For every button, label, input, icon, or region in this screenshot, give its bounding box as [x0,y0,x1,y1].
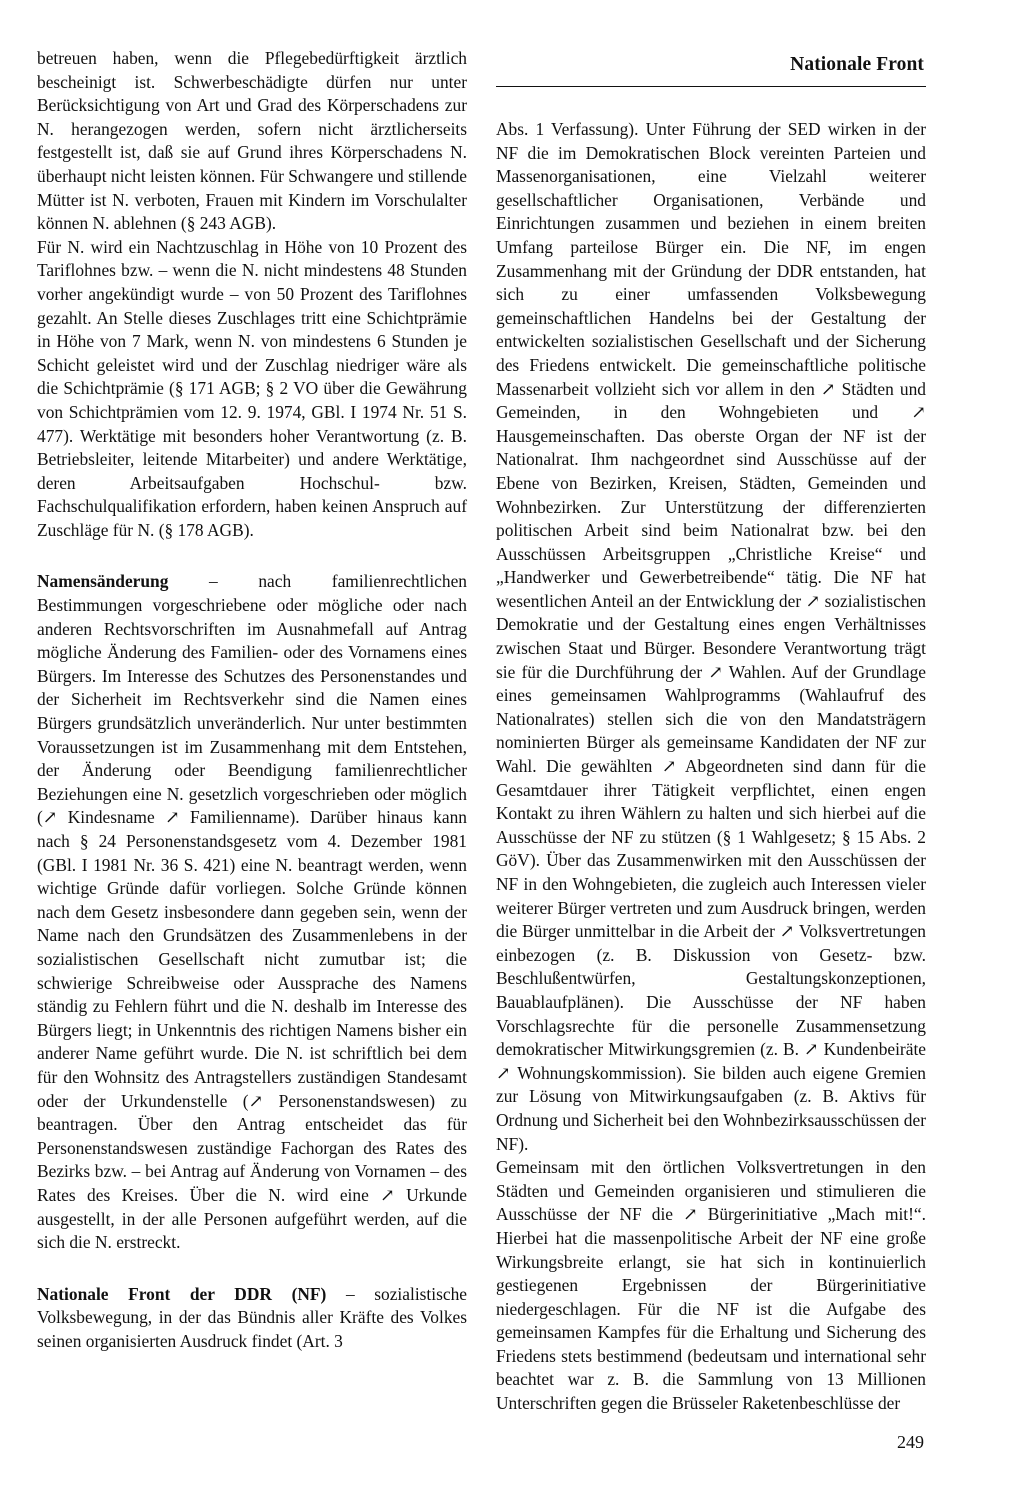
entry-spacer [37,542,467,570]
entry-term: Nationale Front der DDR (NF) [37,1283,327,1304]
header-rule [496,86,926,87]
right-column [496,118,926,1416]
paragraph-text: betreuen haben, wenn die Pflegebedürftigkeit ärztlich bescheinigt ist. Schwerbeschädigte dürfen nur unter Berücksichtigung von Art und Grad des Körperschadens zur N. herangezogen werden, sofern nicht ärztlicherseits festgestellt ist, daß sie auf Grund ihres Körperschadens N. überhaupt nicht leisten können. Für Schwangere und stillende Mütter ist N. verboten, Frauen mit Kindern im Vorschulalter können N. ablehnen (§ 243 AGB). [37,48,467,234]
paragraph-text: Gemeinsam mit den örtlichen Volksvertretungen in den Städten und Gemeinden organisieren und stimulieren die Ausschüsse der NF die ↗ Bürgerinitiative „Mach mit!“. Hierbei hat die massenpolitische Arbeit der NF eine große Wirkungsbreite erlangt, sie hat sich in kontinuierlich gestiegenen Ergebnissen der Bürgerinitiative niedergeschlagen. Für die NF ist die Aufgabe des gemeinsamen Kampfes für die Erhaltung und Sicherung des Friedens stets bestimmend (bedeutsam und international sehr beachtet war z. B. die Sammlung von 13 Millionen Unterschriften gegen die Brüsseler Raketenbeschlüsse der [496,1157,926,1414]
paragraph-text: Abs. 1 Verfassung). Unter Führung der SED wirken in der NF die im Demokratischen Block vereinten Parteien und Massenorganisationen, eine Vielzahl weiterer gesellschaftlicher Organisationen, Verbände und Einrichtungen zusammen und beziehen in einem breiten Umfang parteilose Bürger ein. Die NF, im engen Zusammenhang mit der Gründung der DDR entstanden, hat sich zu einer umfassenden Volksbewegung gemeinschaftlichen Handelns bei der Gestaltung der entwickelten sozialistischen Gesellschaft und der Sicherung des Friedens entwickelt. Die gemeinschaftliche politische Massenarbeit vollzieht sich vor allem in den ↗ Städten und Gemeinden, in den Wohngebieten und ↗ Hausgemeinschaften. Das oberste Organ der NF ist der Nationalrat. Ihm nachgeordnet sind Ausschüsse auf der Ebene von Bezirken, Kreisen, Städten, Gemeinden und Wohnbezirken. Zur Unterstützung der differenzierten politischen Arbeit sind beim Nationalrat bzw. bei den Ausschüssen Arbeitsgruppen „Christliche Kreise“ und „Handwerker und Gewerbetreibende“ tätig. Die NF hat wesentlichen Anteil an der Entwicklung der ↗ sozialistischen Demokratie und der Gestaltung eines engen Verhältnisses zwischen Staat und Bürger. Besondere Verantwortung trägt sie für die Durchführung der ↗ Wahlen. Auf der Grundlage eines gemeinsamen Wahlprogramms (Wahlaufruf des Nationalrates) stellen sich die von den Mandatsträgern nominierten Bürger als gemeinsame Kandidaten der NF zur Wahl. Die gewählten ↗ Abgeordneten sind dann für die Gesamtdauer ihrer Tätigkeit verpflichtet, einen engen Kontakt zu ihren Wählern zu halten und sich hierbei auf die Ausschüsse der NF zu stützen (§ 1 Wahlgesetz; § 15 Abs. 2 GöV). Über das Zusammenwirken mit den Ausschüssen der NF in den Wohngebieten, die zugleich auch Interessen vieler weiterer Bürger vertreten und zum Ausdruck bringen, werden die Bürger unmittelbar in die Arbeit der ↗ Volksvertretungen einbezogen (z. B. Diskussion von Gesetz- bzw. Beschlußentwürfen, Gestaltungskonzeptionen, Bauablaufplänen). Die Ausschüsse der NF haben Vorschlagsrechte für die personelle Zusammensetzung demokratischer Mitwirkungsgremien (z. B. ↗ Kundenbeiräte ↗ Wohnungskommission). Sie bilden auch eigene Gremien zur Lösung von Mitwirkungsaufgaben (z. B. Aktivs für Ordnung und Sicherheit bei den Wohnbezirksausschüssen der NF). [496,119,926,1154]
paragraph-text: Für N. wird ein Nachtzuschlag in Höhe von 10 Prozent des Tariflohnes bzw. – wenn die N. nicht mindestens 48 Stunden vorher angekündigt wurde – von 50 Prozent des Tariflohnes gezahlt. An Stelle dieses Zuschlages tritt eine Schichtprämie in Höhe von 7 Mark, wenn N. von mindestens 6 Stunden je Schicht geleistet wird und der Zuschlag niedriger wäre als die Schichtprämie (§ 171 AGB; § 2 VO über die Gewährung von Schichtprämien vom 12. 9. 1974, GBl. I 1974 Nr. 51 S. 477). Werktätige mit besonders hoher Verantwortung (z. B. Betriebsleiter, leitende Mitarbeiter) und andere Werktätige, deren Arbeitsaufgaben Hochschul- bzw. Fachschulqualifikation erfordern, haben keinen Anspruch auf Zuschläge für N. (§ 178 AGB). [37,236,467,540]
entry-term: Namensänderung [37,571,169,592]
entry-namensaenderung [37,570,467,1254]
paragraph-night-supplement [37,236,467,543]
paragraph-nf-bürgerinitiative [496,1156,926,1416]
paragraph-night-work-protection [37,47,467,236]
paragraph-nf-structure [496,118,926,1156]
entry-nationale-front [37,1283,467,1354]
entry-text: – nach familienrechtlichen Bestimmungen vorgeschriebene oder mögliche oder nach anderen Rechtsvorschriften im Ausnahmefall auf Antrag mögliche Änderung des Familien- oder des Vornamens eines Bürgers. Im Interesse des Schutzes des Personenstandes und der Sicherheit im Rechtsverkehr sind die Namen eines Bürgers grundsätzlich unveränderlich. Nur unter bestimmten Voraussetzungen ist im Zusammenhang mit dem Entstehen, der Änderung oder Beendigung familienrechtlicher Beziehungen eine N. gesetzlich vorgeschrieben oder möglich (↗ Kindesname ↗ Familienname). Darüber hinaus kann nach § 24 Personenstandsgesetz vom 4. Dezember 1981 (GBl. I 1981 Nr. 36 S. 421) eine N. beantragt werden, wenn wichtige Gründe dafür vorliegen. Solche Gründe können nach dem Gesetz insbesondere dann gegeben sein, wenn der Name nach den Grundsätzen des Zusammenlebens in der sozialistischen Gesellschaft nicht zumutbar ist; die schwierige Schreibweise oder Aussprache des Namens ständig zu Fehlern führt und die N. deshalb im Interesse des Bürgers liegt; in Unkenntnis des richtigen Namens bisher ein anderer Name geführt wurde. Die N. ist schriftlich bei dem für den Wohnsitz des Antragstellers zuständigen Standesamt oder der Urkundenstelle (↗ Personenstandswesen) zu beantragen. Über den Antrag entscheidet das für Personenstandswesen zuständige Fachorgan des Rates des Bezirks bzw. – bei Antrag auf Änderung von Vornamen – des Rates des Kreises. Über die N. wird eine ↗ Urkunde ausgestellt, in der alle Personen aufgeführt werden, auf die sich die N. erstreckt. [37,571,467,1253]
left-column [37,47,467,1353]
running-head: Nationale Front [790,54,924,75]
page-number: 249 [897,1432,924,1452]
entry-text: – sozialistische Volksbewegung, in der das Bündnis aller Kräfte des Volkes seinen organisierten Ausdruck findet (Art. 3 [37,1283,467,1351]
entry-spacer [37,1255,467,1283]
